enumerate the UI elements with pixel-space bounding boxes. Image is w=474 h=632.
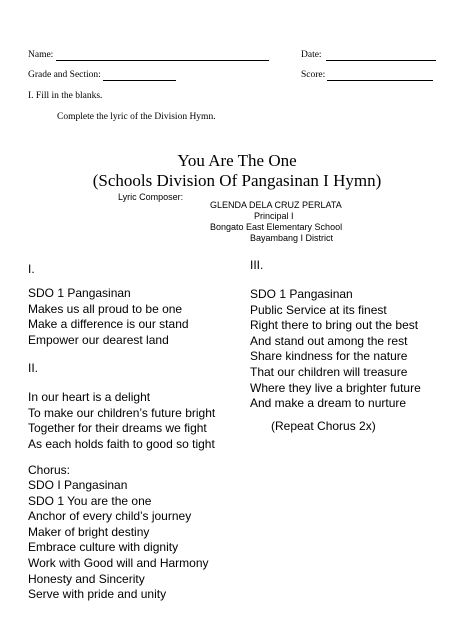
verse-2 (28, 390, 215, 452)
chorus (28, 478, 209, 603)
lyric-line: Maker of bright destiny (28, 524, 150, 539)
composer-position: Principal I (254, 211, 294, 221)
task-instruction: Complete the lyric of the Division Hymn. (57, 112, 216, 122)
lyric-line: In our heart is a delight (28, 390, 151, 404)
lyric-line: Serve with pride and unity (28, 587, 167, 602)
lyric-line: Right there to bring out the best (250, 318, 419, 333)
hymn-subtitle: (Schools Division Of Pangasinan I Hymn) (92, 171, 382, 190)
hymn-title: You Are The One (177, 151, 297, 170)
verse-1-heading: I. (28, 262, 35, 276)
composer-school: Bongato East Elementary School (210, 222, 343, 232)
verse-3-heading: III. (250, 258, 264, 272)
lyric-line: Empower our dearest land (28, 332, 169, 347)
composer-district: Bayambang I District (250, 233, 334, 243)
composer-name: GLENDA DELA CRUZ PERLATA (210, 200, 342, 210)
lyric-line: Anchor of every child’s journey (28, 509, 192, 524)
lyric-line: SDO I Pangasinan (28, 478, 128, 492)
lyric-line: Embrace culture with dignity (28, 540, 179, 555)
lyric-line: That our children will treasure (250, 364, 408, 379)
score-blank[interactable] (327, 80, 433, 81)
chorus-heading: Chorus: (28, 463, 71, 477)
lyric-line: To make our children’s future bright (28, 405, 216, 420)
score-label: Score: (301, 70, 326, 80)
composer-label: Lyric Composer: (118, 192, 184, 202)
verse-1 (28, 286, 189, 348)
date-blank[interactable] (326, 60, 436, 61)
verse-3 (250, 287, 421, 412)
lyric-line: Work with Good will and Harmony (28, 555, 209, 570)
lyric-line: And make a dream to nurture (250, 396, 407, 411)
name-blank[interactable] (56, 60, 269, 61)
lyric-line: Where they live a brighter future (250, 380, 421, 395)
lyric-line: Together for their dreams we fight (28, 421, 207, 436)
instruction-heading: I. Fill in the blanks. (28, 91, 103, 101)
lyric-line: Public Service at its finest (250, 302, 387, 317)
lyric-line: Make a difference is our stand (28, 317, 189, 332)
lyric-line: As each holds faith to good so tight (28, 436, 215, 451)
verse-2-heading: II. (28, 361, 39, 375)
name-label: Name: (28, 50, 54, 60)
lyric-line: Share kindness for the nature (250, 349, 408, 364)
lyric-line: SDO 1 Pangasinan (28, 286, 131, 300)
repeat-chorus-note: (Repeat Chorus 2x) (271, 419, 376, 433)
lyric-line: Honesty and Sincerity (28, 571, 145, 586)
lyric-line: Makes us all proud to be one (28, 301, 183, 316)
date-label: Date: (301, 50, 322, 60)
grade-section-blank[interactable] (103, 80, 176, 81)
lyric-line: SDO 1 You are the one (28, 493, 152, 508)
lyric-line: And stand out among the rest (250, 333, 408, 348)
grade-section-label: Grade and Section: (28, 70, 101, 80)
lyric-line: SDO 1 Pangasinan (250, 287, 353, 301)
